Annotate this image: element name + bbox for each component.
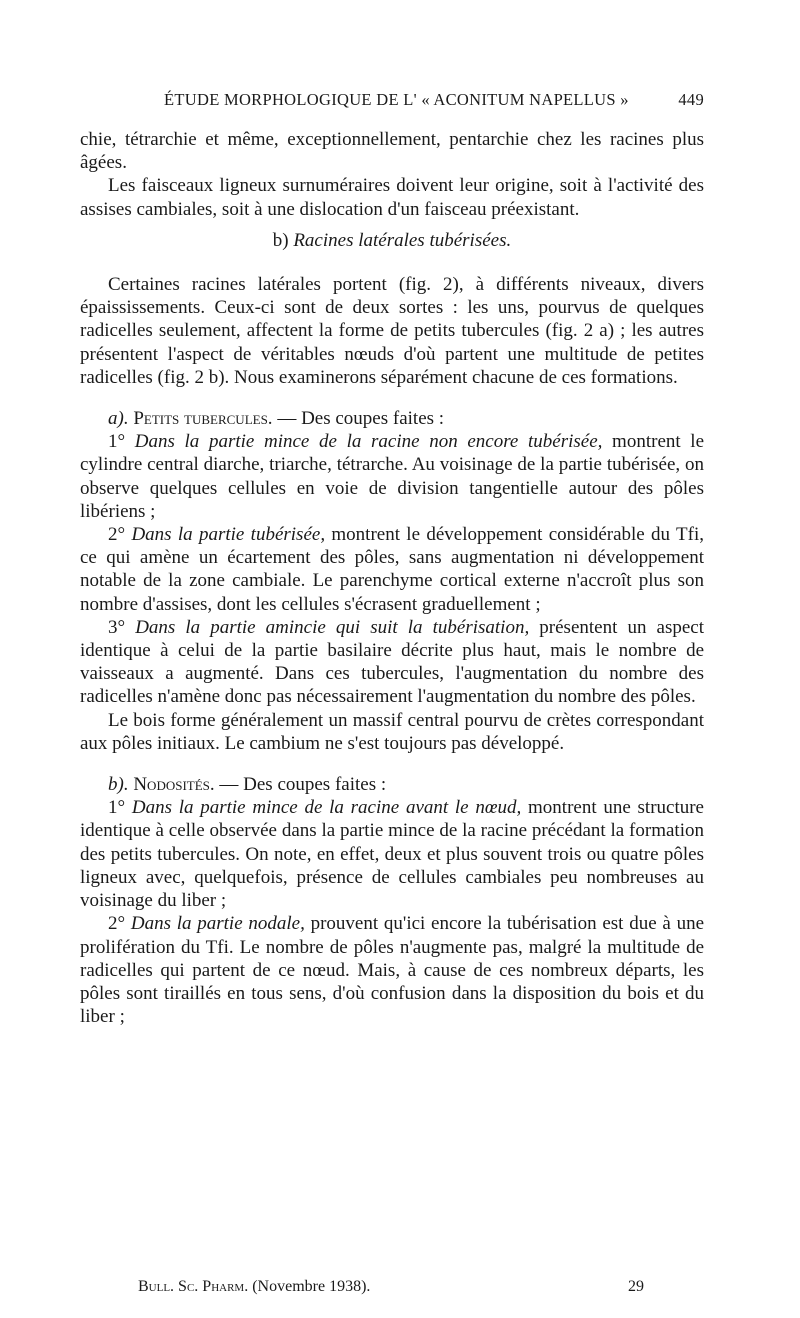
paragraph: chie, tétrarchie et même, exceptionnellement, pentarchie chez les racines plus âgées. [80, 129, 704, 174]
list-item-emphasis: Dans la partie amincie qui suit la tubérisation, [135, 616, 530, 638]
list-item-text: montrent une structure identique à celle observée dans la partie mince de la racine précédant la formation des petits tubercules. On note, en effet, deux et plus souvent trois ou quatre pôles ligneux avec, quelquefois, présence de cellules cambiales peu nombreuses au voisinage du liber ; [80, 797, 704, 912]
body-text [80, 128, 704, 1028]
subsection-heading [80, 407, 704, 430]
list-item-emphasis: Dans la partie nodale, [130, 913, 305, 935]
list-item-emphasis: Dans la partie mince de la racine non encore tubérisée, [134, 431, 603, 453]
list-item-text: montrent le développement considérable du Tfi, ce qui amène un écartement des pôles, sans augmentation ni développement notable de la zone cambiale. Le parenchyme cortical externe n'accroît plus son nombre d'assises, dont les cellules s'écrasent graduellement ; [80, 524, 704, 615]
subsection-label: b). [108, 774, 129, 796]
subsection-label: a). [108, 408, 129, 430]
journal-name: Bull. Sc. Pharm. [138, 1278, 249, 1295]
paragraph: Le bois forme généralement un massif central pourvu de crètes correspondant aux pôles initiaux. Le cambium ne s'est toujours pas développé. [80, 709, 704, 754]
list-item [80, 523, 704, 616]
subsection-heading [80, 773, 704, 796]
section-heading [80, 229, 704, 252]
section-title: Racines latérales tubérisées. [293, 229, 512, 251]
subsection-intro: — Des coupes faites : [214, 774, 387, 796]
list-number: 1° [108, 797, 126, 819]
journal-issue: (Novembre 1938). [252, 1278, 371, 1295]
paragraph: Les faisceaux ligneux surnuméraires doivent leur origine, soit à l'activité des assises cambiales, soit à une dislocation d'un faisceau préexistant. [80, 175, 704, 220]
list-number: 3° [108, 616, 126, 638]
list-item-text: montrent le cylindre central diarche, triarche, tétrarche. Au voisinage de la partie tubérisée, on observe quelques cellules en voie de division tangentielle autour des pôles libériens ; [80, 431, 705, 522]
list-item [80, 912, 704, 1028]
paragraph: Certaines racines latérales portent (fig. 2), à différents niveaux, divers épaississements. Ceux-ci sont de deux sortes : les uns, pourvus de quelques radicelles seulement, affectent la forme de petits tubercules (fig. 2 a) ; les autres présentent l'aspect de véritables nœuds d'où partent une multitude de petites radicelles (fig. 2 b). Nous examinerons séparément chacune de ces formations. [80, 274, 704, 388]
running-header [80, 90, 704, 112]
signature-mark: 29 [628, 1278, 644, 1295]
subsection-title: Petits tubercules. [133, 408, 273, 430]
list-item-emphasis: Dans la partie mince de la racine avant le nœud, [131, 797, 522, 819]
section-label: b) [272, 229, 289, 251]
subsection-intro: — Des coupes faites : [272, 408, 445, 430]
list-number: 1° [108, 431, 126, 453]
list-number: 2° [108, 524, 126, 546]
list-item-text: prouvent qu'ici encore la tubérisation est due à une prolifération du Tfi. Le nombre de pôles n'augmente pas, malgré la multitude de radicelles qui partent de ce nœud. Mais, à cause de ces nombreux départs, les pôles sont tiraillés en tous sens, d'où confusion dans la disposition du bois et du liber ; [80, 913, 704, 1028]
list-number: 2° [108, 913, 126, 935]
list-item-text: présentent un aspect identique à celui de la partie basilaire décrite plus haut, mais le nombre de vaisseaux a augmenté. Dans ces tubercules, l'augmentation du nombre des radicelles n'amène donc pas nécessairement l'augmentation du nombre des pôles. [80, 616, 704, 708]
list-item [80, 796, 704, 912]
journal-reference [138, 1278, 370, 1296]
page-number: 449 [678, 90, 704, 109]
list-item-emphasis: Dans la partie tubérisée, [131, 524, 326, 546]
subsection-title: Nodosités. [133, 774, 215, 796]
list-item [80, 616, 704, 709]
list-item [80, 430, 704, 523]
running-title: ÉTUDE MORPHOLOGIQUE DE L' « ACONITUM NAPELLUS » [164, 90, 629, 109]
